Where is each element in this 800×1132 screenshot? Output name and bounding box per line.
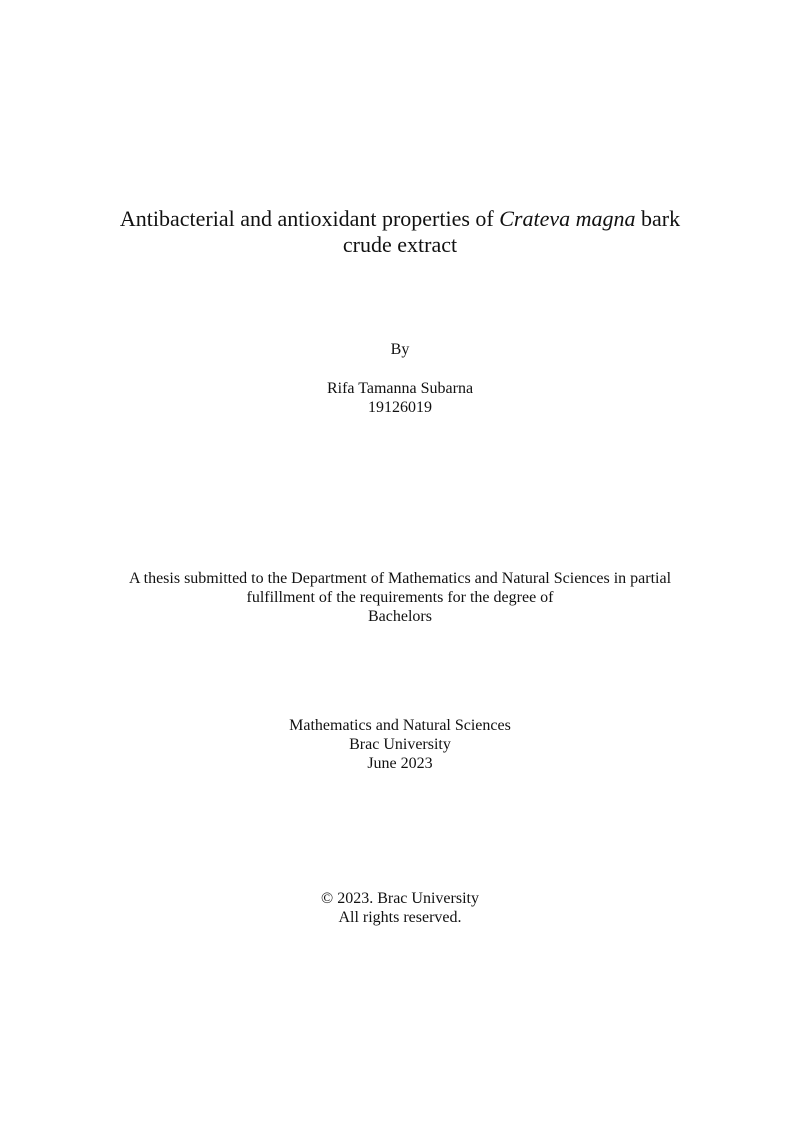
title-text-part2: bark xyxy=(635,206,681,231)
student-id: 19126019 xyxy=(368,399,432,416)
thesis-title xyxy=(0,206,800,258)
university-name: Brac University xyxy=(349,736,451,753)
submission-statement xyxy=(0,569,800,626)
title-line-1 xyxy=(0,206,800,232)
title-line-2: crude extract xyxy=(342,232,458,257)
by-label: By xyxy=(390,341,410,358)
submission-date: June 2023 xyxy=(367,755,433,772)
title-text-part1: Antibacterial and antioxidant properties of xyxy=(119,206,500,231)
affiliation-block xyxy=(0,716,800,773)
author-name: Rifa Tamanna Subarna xyxy=(326,380,474,397)
copyright-line-2: All rights reserved. xyxy=(338,909,462,926)
copyright-notice xyxy=(0,889,800,927)
department-name: Mathematics and Natural Sciences xyxy=(289,717,511,734)
submission-line-2: fulfillment of the requirements for the degree of xyxy=(246,589,554,606)
copyright-line-1: © 2023. Brac University xyxy=(321,890,479,907)
title-species-italic: Crateva magna xyxy=(499,206,636,231)
author-block xyxy=(0,379,800,417)
submission-line-1: A thesis submitted to the Department of Mathematics and Natural Sciences in partial xyxy=(128,570,672,587)
degree-name: Bachelors xyxy=(368,608,432,625)
